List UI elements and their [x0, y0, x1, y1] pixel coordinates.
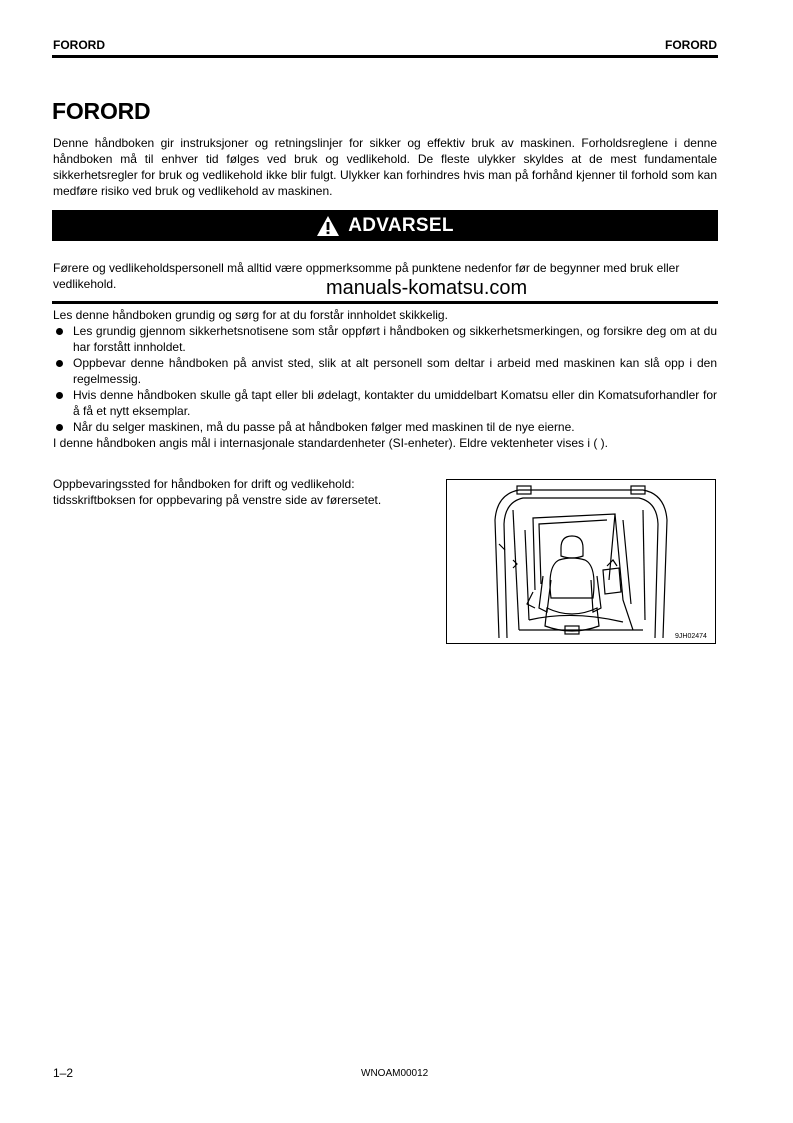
storage-line-1: Oppbevaringssted for håndboken for drift og vedlikehold:: [53, 477, 355, 491]
intro-paragraph: Denne håndboken gir instruksjoner og retningslinjer for sikker og effektiv bruk av maskinen. Forholdsreglene i denne håndboken må til enhver tid følges ved bruk og vedlikehold. De fleste ulykker skyldes at de mest fundamentale sikkerhetsregler for bruk og vedlikehold ikke blir fulgt. Ulykker kan forhindres hvis man på forhånd kjenner til forhold som kan medføre risiko ved bruk og vedlikehold av maskinen.: [53, 136, 717, 198]
bullet-text: Hvis denne håndboken skulle gå tapt eller bli ødelagt, kontakter du umiddelbart Komatsu eller din Komatsuforhandler for å få et nytt eksemplar.: [73, 388, 717, 418]
header-section-right: FORORD: [665, 38, 717, 52]
bullet-icon: [56, 328, 63, 335]
bullet-text: Oppbevar denne håndboken på anvist sted, slik at alt personell som deltar i arbeid med maskinen kan slå opp i den regelmessig.: [73, 356, 717, 386]
safety-bullet-list: [53, 323, 717, 435]
storage-location-text: [53, 476, 433, 508]
bullet-icon: [56, 424, 63, 431]
bullet-icon: [56, 360, 63, 367]
list-item: [53, 355, 717, 387]
operator-cab-seat-icon: [447, 480, 715, 643]
list-item: [53, 419, 717, 435]
warning-triangle-icon: [316, 215, 340, 237]
storage-line-2: tidsskriftboksen for oppbevaring på venstre side av førersetet.: [53, 493, 382, 507]
header-section-left: FORORD: [53, 38, 105, 52]
header-rule: [52, 55, 718, 58]
bullet-text: Les grundig gjennom sikkerhetsnotisene som står oppført i håndboken og sikkerhetsmerkingen, og forsikre deg om at du har forstått innholdet.: [73, 324, 717, 354]
warning-title: ADVARSEL: [348, 214, 454, 236]
bullet-text: Når du selger maskinen, må du passe på at håndboken følger med maskinen til de nye eierne.: [73, 420, 575, 434]
figure-code: 9JH02474: [675, 633, 707, 640]
warning-end-rule: [52, 301, 718, 304]
units-note: I denne håndboken angis mål i internasjonale standardenheter (SI-enheter). Eldre vektenheter vises i ( ).: [53, 436, 608, 450]
page-title: FORORD: [52, 98, 151, 124]
bullet-icon: [56, 392, 63, 399]
list-item: [53, 323, 717, 355]
list-item: [53, 387, 717, 419]
page-number: 1–2: [53, 1066, 74, 1080]
read-instruction: Les denne håndboken grundig og sørg for at du forstår innholdet skikkelig.: [53, 308, 448, 322]
document-code: WNOAM00012: [361, 1068, 429, 1079]
watermark-link[interactable]: manuals-komatsu.com: [326, 277, 528, 299]
cab-illustration-figure: [446, 479, 716, 644]
warning-text: Førere og vedlikeholdspersonell må alltid være oppmerksomme på punktene nedenfor før de begynner med bruk eller vedlikehold.: [53, 261, 680, 291]
warning-banner: [52, 210, 718, 241]
